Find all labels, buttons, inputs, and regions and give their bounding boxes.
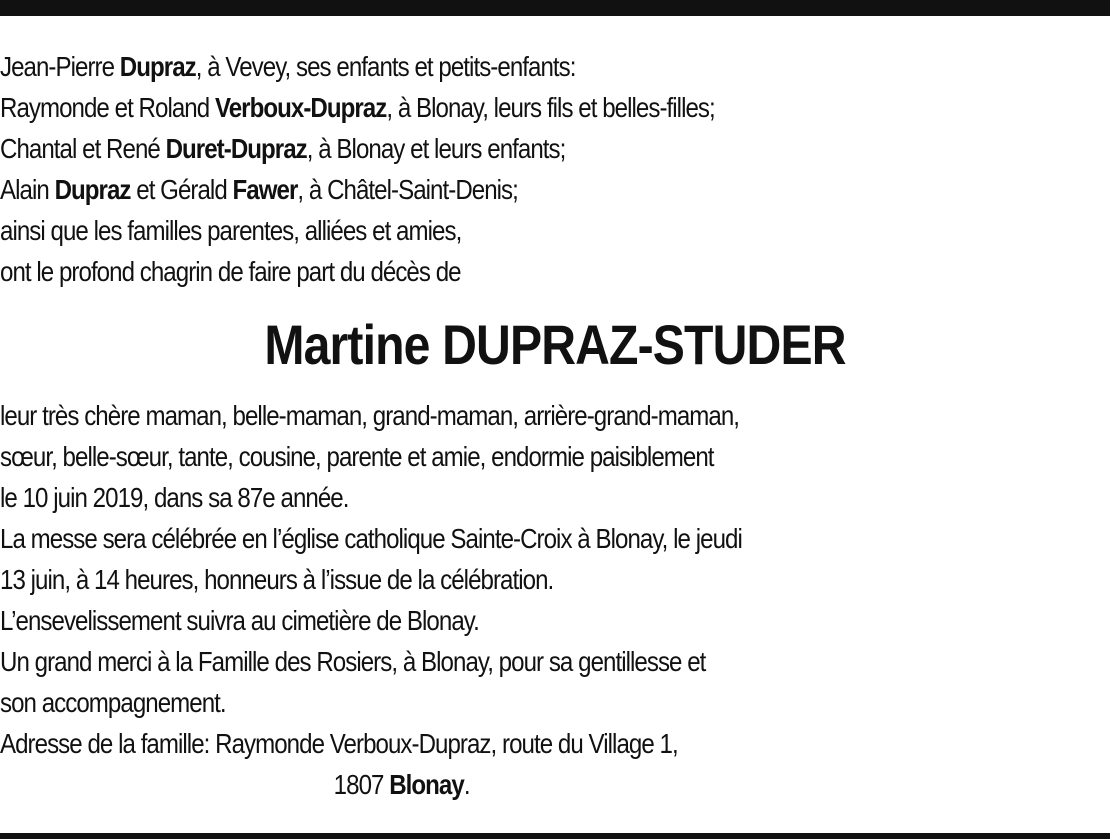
family-address-line-1: Adresse de la famille: Raymonde Verboux-Dupraz, route du Village 1, [0, 728, 678, 759]
announcement-line-1 [0, 46, 955, 87]
text-segment: Raymonde et Roland [0, 92, 215, 123]
family-name-bold: Fawer [232, 174, 298, 205]
family-name-bold: Dupraz [119, 51, 196, 82]
details-line-7: Un grand merci à la Famille des Rosiers, à Blonay, pour sa gentillesse et [0, 646, 706, 677]
text-segment: , à Vevey, ses enfants et petits-enfants: [195, 51, 576, 82]
text-segment: , à Châtel-Saint-Denis; [297, 174, 518, 205]
text-segment: et Gérald [130, 174, 233, 205]
obituary-details [0, 395, 1110, 805]
text-segment: , à Blonay, leurs fils et belles-filles; [386, 92, 715, 123]
text-segment: Chantal et René [0, 133, 166, 164]
bottom-rule [0, 833, 1110, 839]
details-line-2: sœur, belle-sœur, tante, cousine, parente et amie, endormie paisiblement [0, 441, 714, 472]
details-line-8: son accompagnement. [0, 687, 226, 718]
announcement-line-3 [0, 128, 955, 169]
family-name-bold: Verboux-Dupraz [214, 92, 387, 123]
family-name-bold: Duret-Dupraz [165, 133, 307, 164]
text-segment: Jean-Pierre [0, 51, 120, 82]
town-name-bold: Blonay [389, 769, 464, 800]
announcement-line-5: ainsi que les familles parentes, alliées et amies, [0, 215, 462, 246]
family-announcement [0, 46, 1110, 292]
text-segment: , à Blonay et leurs enfants; [306, 133, 566, 164]
top-rule [0, 0, 1110, 16]
text-segment: Alain [0, 174, 55, 205]
details-line-5: 13 juin, à 14 heures, honneurs à l’issue de la célébration. [0, 564, 554, 595]
postal-code: 1807 [333, 769, 390, 800]
announcement-line-2 [0, 87, 955, 128]
details-line-4: La messe sera célébrée en l’église catholique Sainte-Croix à Blonay, le jeudi [0, 523, 742, 554]
details-line-6: L’ensevelissement suivra au cimetière de Blonay. [0, 605, 479, 636]
deceased-name: Martine DUPRAZ-STUDER [264, 313, 846, 376]
details-line-1: leur très chère maman, belle-maman, grand-maman, arrière-grand-maman, [0, 400, 740, 431]
family-address-line-2 [0, 764, 955, 805]
family-name-bold: Dupraz [54, 174, 131, 205]
announcement-line-6: ont le profond chagrin de faire part du décès de [0, 256, 461, 287]
text-segment: . [463, 769, 470, 800]
announcement-line-4 [0, 169, 955, 210]
details-line-3: le 10 juin 2019, dans sa 87e année. [0, 482, 349, 513]
